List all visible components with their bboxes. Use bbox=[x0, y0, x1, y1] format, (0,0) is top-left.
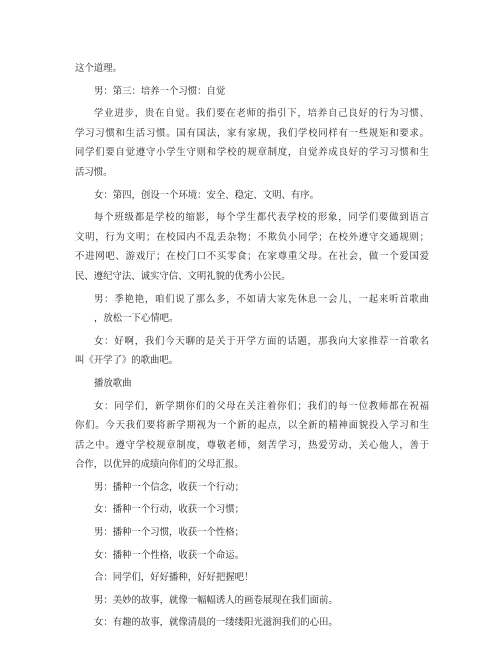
dialogue-line: 男：播种一个习惯，收获一个性格； bbox=[94, 527, 245, 539]
dialogue-line: 女：播种一个行动，收获一个习惯； bbox=[94, 504, 245, 516]
text-line: 文明，行为文明；在校园内不乱丢杂物；不欺负小同学；在校外遵守交通规则； bbox=[75, 231, 429, 243]
text-line: 学习习惯和生活习惯。国有国法，家有家规，我们学校同样有一些规矩和要求。 bbox=[75, 127, 429, 139]
dialogue-line: ，放松一下心情吧。 bbox=[94, 313, 179, 325]
text-line: 学业进步，贵在自觉。我们要在老师的指引下，培养自己良好的行为习惯、 bbox=[94, 108, 429, 120]
dialogue-line: 女：播种一个性格，收获一个命运。 bbox=[94, 549, 245, 561]
dialogue-line: 活之中。遵守学校规章制度，尊敬老师，刻苦学习，热爱劳动，关心他人，善于 bbox=[75, 439, 429, 451]
section-heading: 男：第三：培养一个习惯：自觉 bbox=[94, 85, 226, 97]
dialogue-line: 合作，以优异的成绩向你们的父母汇报。 bbox=[75, 459, 244, 471]
dialogue-line: 叫《开学了》的歌曲吧。 bbox=[75, 355, 179, 367]
text-line: 同学们要自觉遵守小学生守则和学校的规章制度，自觉养成良好的学习习惯和生 bbox=[75, 147, 429, 159]
dialogue-line: 合：同学们，好好播种，好好把握吧！ bbox=[94, 572, 254, 584]
text-line: 不进网吧、游戏厅；在校门口不买零食；在家尊重父母。在社会，做一个爱国爱 bbox=[75, 251, 429, 263]
section-heading: 女：第四，创设一个环境：安全、稳定、文明、有序。 bbox=[94, 189, 320, 201]
stage-direction: 播放歌曲 bbox=[94, 377, 132, 389]
dialogue-line: 女：同学们，新学期你们的父母在关注着你们；我们的每一位教师都在祝福 bbox=[94, 400, 429, 412]
dialogue-line: 男：美妙的故事，就像一幅幅诱人的画卷展现在我们面前。 bbox=[94, 594, 338, 606]
text-line: 民、遵纪守法、诚实守信、文明礼貌的优秀小公民。 bbox=[75, 270, 291, 282]
text-line: 每个班级都是学校的缩影，每个学生都代表学校的形象，同学们要做到语言 bbox=[94, 212, 429, 224]
document-body bbox=[75, 59, 429, 633]
dialogue-line: 你们。今天我们要将新学期视为一个新的起点，以全新的精神面貌投入学习和生 bbox=[75, 420, 429, 432]
dialogue-line: 男：播种一个信念，收获一个行动； bbox=[94, 481, 245, 493]
dialogue-line: 男：季艳艳，咱们说了那么多，不如请大家先休息一会儿，一起来听首歌曲 bbox=[94, 293, 429, 305]
dialogue-line: 女：有趣的故事，就像清晨的一缕缕阳光滋润我们的心田。 bbox=[94, 617, 338, 629]
text-line: 活习惯。 bbox=[75, 166, 113, 178]
dialogue-line: 女：好啊，我们今天聊的是关于开学方面的话题，那我向大家推荐一首歌名 bbox=[94, 335, 429, 347]
text-line: 这个道理。 bbox=[75, 63, 122, 74]
